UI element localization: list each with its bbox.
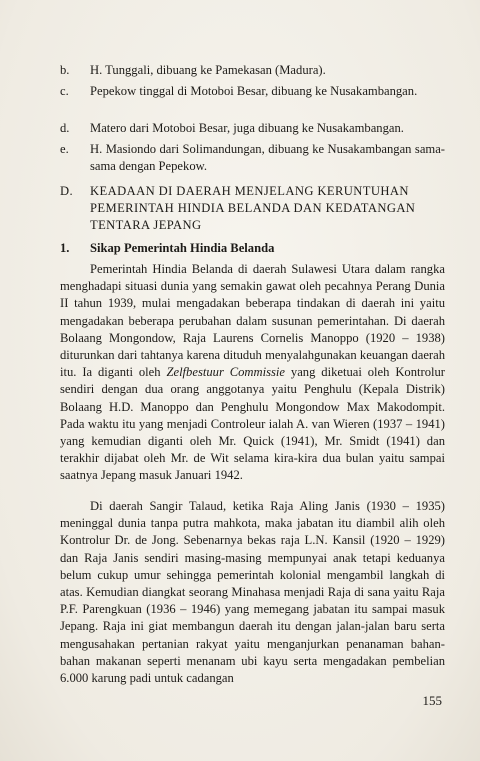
list-item-label: d. <box>60 121 70 135</box>
subsection-title: Sikap Pemerintah Hindia Belanda <box>90 241 275 255</box>
section-heading <box>60 183 445 235</box>
list-item-text: Pepekow tinggal di Motoboi Besar, dibuang ke Nusakambangan. <box>90 84 418 98</box>
paragraph-text: yang diketuai oleh Kontrolur sendiri dengan dua orang anggotanya yaitu Penghulu (Kepala Distrik) Bolaang H.D. Manoppo dan Penghulu Mongondow Max Makodompit. Pada waktu itu yang menjadi Controleur ialah A. van Wieren (1937 – 1941) yang kemudian diganti oleh Mr. Quick (1941), Mr. Smidt (1941) dan terakhir dijabat oleh Mr. de Wit selama kira-kira dua bulan yaitu sampai saatnya Jepang masuk Januari 1942. <box>60 365 445 483</box>
body-paragraph <box>60 261 445 485</box>
subsection-heading <box>60 240 445 257</box>
list-item-label: c. <box>60 84 69 98</box>
list-item-text: H. Tunggali, dibuang ke Pamekasan (Madura). <box>90 63 326 77</box>
list-item-label: b. <box>60 63 70 77</box>
page-number: 155 <box>422 693 442 708</box>
list-item-text: H. Masiondo dari Solimandungan, dibuang ke Nusakambangan sama-sama dengan Pepekow. <box>90 142 445 174</box>
section-title: KEADAAN DI DAERAH MENJELANG KERUNTUHAN PEMERINTAH HINDIA BELANDA DAN KEDATANGAN TENTARA JEPANG <box>90 184 416 233</box>
paragraph-text: Pemerintah Hindia Belanda di daerah Sulawesi Utara dalam rangka menghadapi situasi dunia yang semakin gawat oleh pecahnya Perang Dunia II tahun 1939, mulai mengadakan beberapa tindakan di daerah ini yaitu mengadakan beberapa perubahan dalam susunan pemerintahan. Di daerah Bolaang Mongondow, Raja Laurens Cornelis Manoppo (1920 – 1938) diturunkan dari tahtanya karena dituduh menyalahgunakan keuangan daerah itu. Ia diganti oleh <box>60 262 445 380</box>
list-item-text: Matero dari Motoboi Besar, juga dibuang ke Nusakambangan. <box>90 121 404 135</box>
list-item-label: e. <box>60 142 69 156</box>
body-paragraph <box>60 498 445 687</box>
subsection-label: 1. <box>60 241 70 255</box>
list-item <box>60 83 445 100</box>
list-item <box>60 62 445 79</box>
list-item <box>60 120 445 137</box>
list-item <box>60 141 445 175</box>
italic-term: Zelfbestuur Commissie <box>166 365 286 380</box>
section-label: D. <box>60 184 74 198</box>
paragraph-text: Di daerah Sangir Talaud, ketika Raja Aling Janis (1930 – 1935) meninggal dunia tanpa putra mahkota, maka jabatan itu diambil alih oleh Kontrolur Dr. de Jong. Sebenarnya bekas raja L.N. Kansil (1920 – 1929) dan Raja Janis sendiri masing-masing mempunyai anak tetapi keduanya belum cukup umur sehingga pemerintah kolonial mengambil langkah di atas. Kemudian diangkat seorang Minahasa menjadi Raja di sana yaitu Raja P.F. Parengkuan (1936 – 1946) yang memegang jabatan itu sampai masuk Jepang. Raja ini giat membangun daerah itu dengan jalan-jalan baru serta mengusahakan pertanian rakyat yaitu menganjurkan penanaman bahan-bahan makanan seperti menanam ubi kayu serta mengadakan pembelian 6.000 karung padi untuk cadangan <box>60 499 445 686</box>
